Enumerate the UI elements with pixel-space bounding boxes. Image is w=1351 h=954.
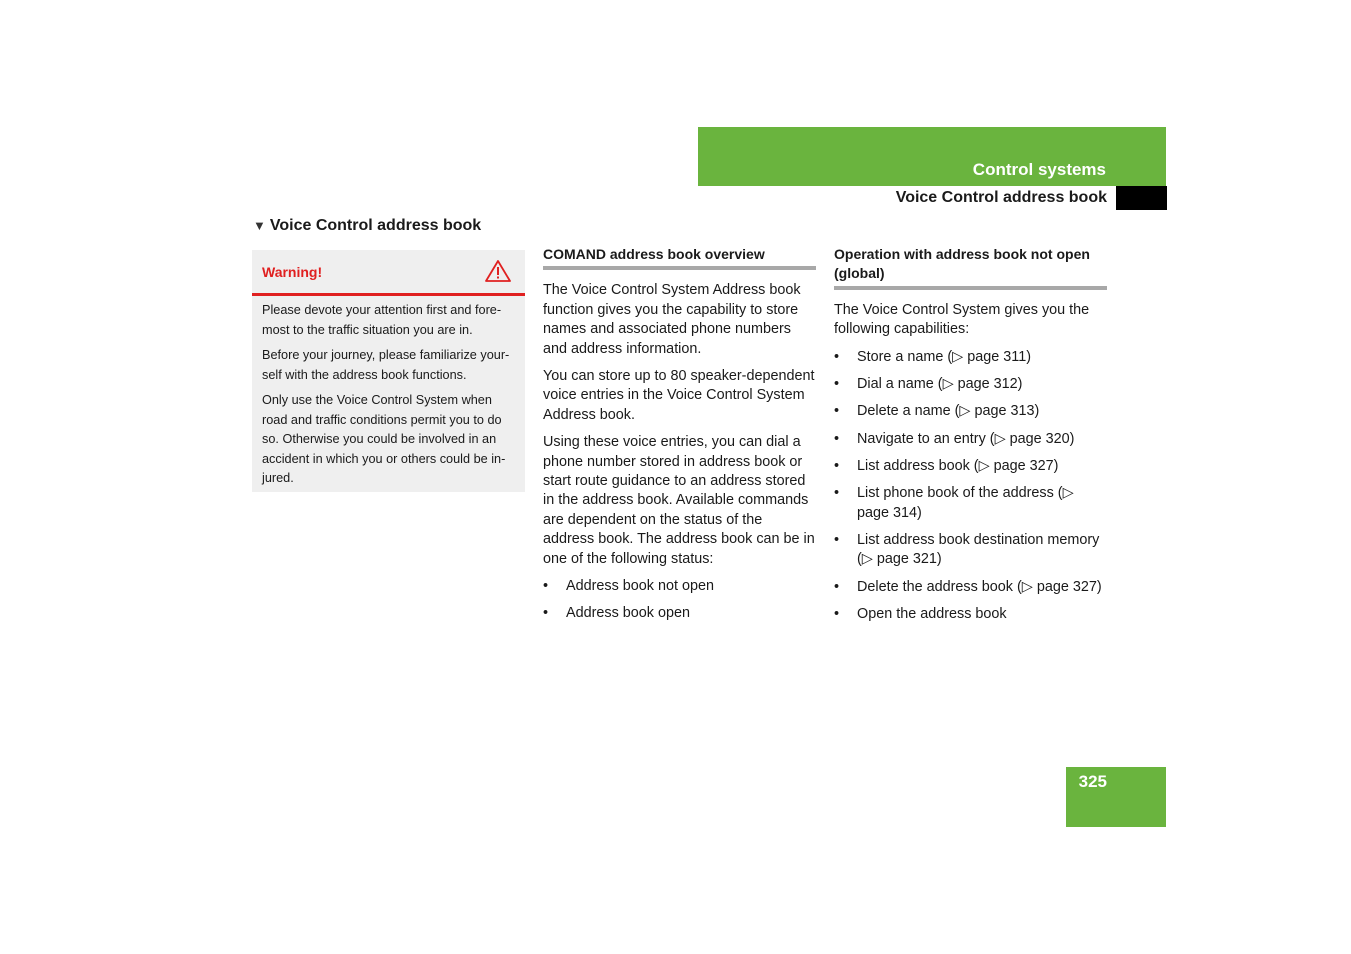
list-item-text: List address book destination memory (▷ page 321): [857, 531, 1100, 568]
warning-box: [252, 250, 525, 492]
main-heading-text: Voice Control address book: [269, 217, 482, 234]
list-item: [543, 577, 816, 596]
warning-header: [252, 250, 525, 296]
chapter-title: Control systems: [972, 160, 1106, 179]
bullet-icon: •: [834, 375, 840, 392]
bullet-icon: •: [834, 430, 840, 447]
capabilities-list: [834, 348, 1107, 625]
section-title: Voice Control address book: [895, 189, 1107, 206]
overview-paragraph: Using these voice entries, you can dial a phone number stored in address book or start route guidance to an address stored in the address book. Available commands are dependent on the status of the address book. The address book can be in one of the following status:: [543, 434, 815, 567]
warning-triangle-icon: [485, 259, 511, 287]
bullet-icon: •: [834, 403, 840, 420]
list-item: [834, 531, 1107, 570]
main-heading: [253, 217, 481, 235]
warning-paragraph: Only use the Voice Control System when road and traffic conditions permit you to do so. Otherwise you could be involved in an accident in which you or others could be in-jured.: [262, 393, 506, 485]
section-tab-marker: [1116, 186, 1167, 210]
list-item-text: Navigate to an entry (▷ page 320): [857, 430, 1075, 447]
list-item: [834, 430, 1107, 449]
list-item-text: List phone book of the address (▷ page 314): [857, 485, 1074, 521]
bullet-icon: •: [834, 485, 840, 502]
list-item-text: Delete the address book (▷ page 327): [857, 578, 1102, 595]
page-number-box: [1066, 767, 1166, 827]
list-item-text: Address book open: [566, 605, 691, 622]
operation-heading: Operation with address book not open (global): [834, 245, 1107, 290]
operation-column: [834, 245, 1107, 632]
list-item-text: Store a name (▷ page 311): [857, 348, 1031, 365]
page-number: 325: [1078, 772, 1107, 791]
list-item: [834, 348, 1107, 367]
warning-body: [252, 296, 525, 489]
bullet-icon: •: [543, 578, 549, 595]
list-item-text: Delete a name (▷ page 313): [857, 403, 1040, 420]
list-item: [543, 604, 816, 623]
overview-paragraph: You can store up to 80 speaker-dependent voice entries in the Voice Control System Address book.: [543, 368, 815, 423]
bullet-icon: •: [834, 605, 840, 622]
status-list: [543, 577, 816, 624]
warning-paragraph: Please devote your attention first and fore-most to the traffic situation you are in.: [262, 303, 502, 337]
list-item-text: List address book (▷ page 327): [857, 457, 1059, 474]
bullet-icon: •: [543, 605, 549, 622]
triangle-down-icon: ▼: [253, 218, 266, 233]
overview-paragraph: The Voice Control System Address book function gives you the capability to store names and associated phone numbers and address information.: [543, 282, 801, 357]
bullet-icon: •: [834, 457, 840, 474]
chapter-header-band: [698, 127, 1166, 186]
operation-intro: The Voice Control System gives you the following capabilities:: [834, 301, 1090, 338]
list-item: [834, 375, 1107, 394]
list-item: [834, 578, 1107, 597]
warning-title: Warning!: [262, 264, 323, 280]
warning-paragraph: Before your journey, please familiarize your-self with the address book functions.: [262, 348, 510, 382]
overview-heading: COMAND address book overview: [543, 245, 816, 270]
list-item: [834, 402, 1107, 421]
list-item-text: Open the address book: [857, 605, 1007, 622]
bullet-icon: •: [834, 578, 840, 595]
list-item-text: Address book not open: [566, 578, 715, 595]
list-item: [834, 484, 1107, 523]
bullet-icon: •: [834, 348, 840, 365]
list-item-text: Dial a name (▷ page 312): [857, 375, 1023, 392]
bullet-icon: •: [834, 531, 840, 548]
list-item: [834, 457, 1107, 476]
overview-column: [543, 245, 816, 632]
list-item: [834, 605, 1107, 624]
